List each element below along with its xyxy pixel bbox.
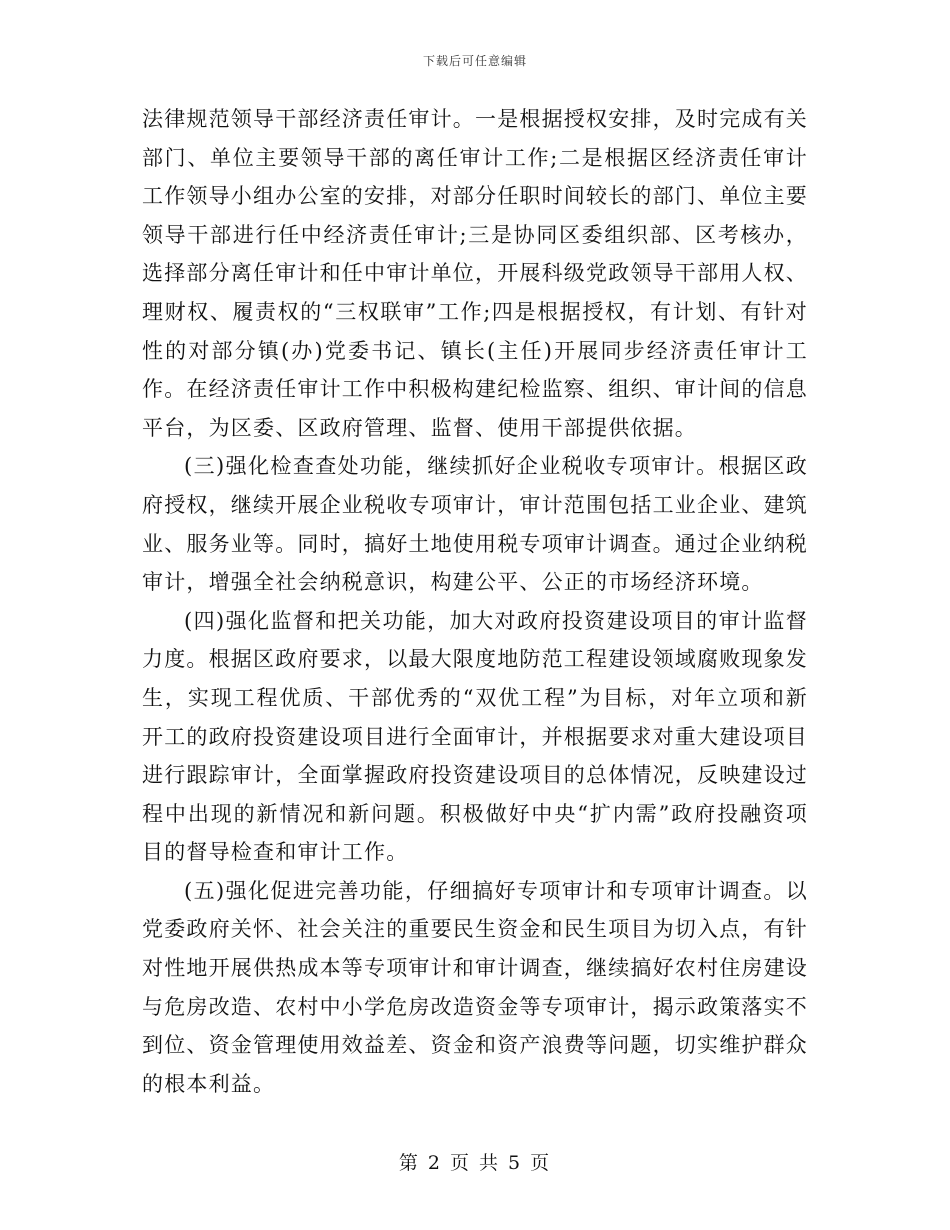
page-number-footer: 第 2 页 共 5 页 xyxy=(398,1152,552,1174)
paragraph-section-3: (三)强化检查查处功能，继续抓好企业税收专项审计。根据区政府授权，继续开展企业税收专项审计，审计范围包括工业企业、建筑业、服务业等。同时，搞好土地使用税专项审计调查。通过企业纳税审计，增强全社会纳税意识，构建公平、公正的市场经济环境。 xyxy=(142,454,808,595)
paragraph-section-4: (四)强化监督和把关功能，加大对政府投资建设项目的审计监督力度。根据区政府要求，以最大限度地防范工程建设领域腐败现象发生，实现工程优质、干部优秀的“双优工程”为目标，对年立项和新开工的政府投资建设项目进行全面审计，并根据要求对重大建设项目进行跟踪审计，全面掌握政府投资建设项目的总体情况，反映建设过程中出现的新情况和新问题。积极做好中央“扩内需”政府投融资项目的督导检查和审计工作。 xyxy=(142,608,808,865)
paragraph-continued: 法律规范领导干部经济责任审计。一是根据授权安排，及时完成有关部门、单位主要领导干部的离任审计工作;二是根据区经济责任审计工作领导小组办公室的安排，对部分任职时间较长的部门、单位主要领导干部进行任中经济责任审计;三是协同区委组织部、区考核办，选择部分离任审计和任中审计单位，开展科级党政领导干部用人权、理财权、履责权的“三权联审”工作;四是根据授权，有计划、有针对性的对部分镇(办)党委书记、镇长(主任)开展同步经济责任审计工作。在经济责任审计工作中积极构建纪检监察、组织、审计间的信息平台，为区委、区政府管理、监督、使用干部提供依据。 xyxy=(142,107,808,440)
document-body xyxy=(142,100,808,1103)
page-header: 下载后可任意编辑 xyxy=(422,54,527,68)
paragraph-section-5: (五)强化促进完善功能，仔细搞好专项审计和专项审计调查。以党委政府关怀、社会关注的重要民生资金和民生项目为切入点，有针对性地开展供热成本等专项审计和审计调查，继续搞好农村住房建设与危房改造、农村中小学危房改造资金等专项审计，揭示政策落实不到位、资金管理使用效益差、资金和资产浪费等问题，切实维护群众的根本利益。 xyxy=(142,878,808,1096)
